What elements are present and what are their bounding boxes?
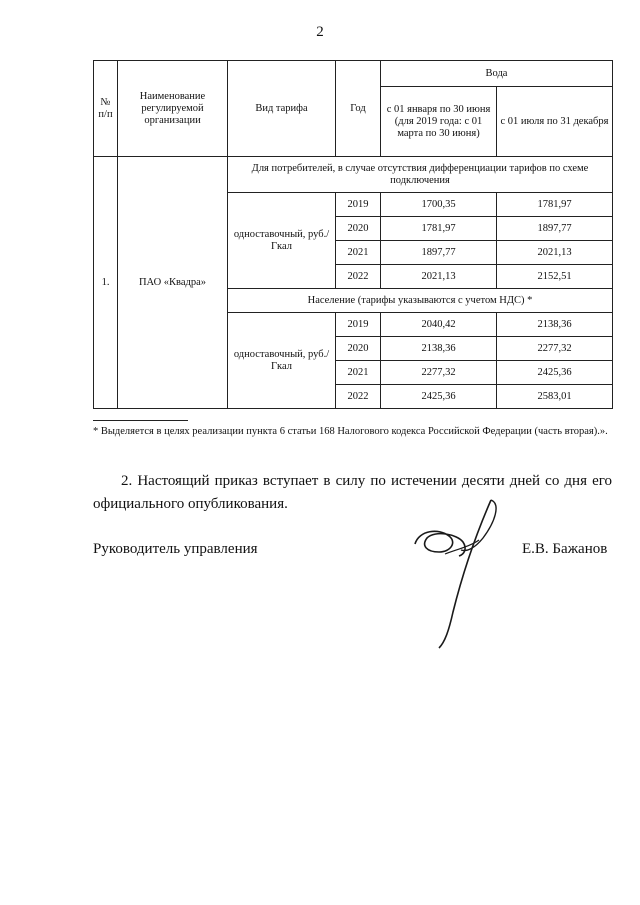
- value-cell: 2425,36: [497, 361, 613, 385]
- value-cell: 1897,77: [381, 241, 497, 265]
- footnote-divider: [93, 420, 188, 421]
- handwritten-signature: [405, 492, 515, 652]
- signatory-role: Руководитель управления: [93, 541, 258, 557]
- value-cell: 1897,77: [497, 217, 613, 241]
- organization-name: ПАО «Квадра»: [118, 157, 228, 409]
- year-cell: 2021: [336, 241, 381, 265]
- row-number: 1.: [94, 157, 118, 409]
- header-organization: Наименование регулируемой организации: [118, 61, 228, 157]
- value-cell: 2277,32: [497, 337, 613, 361]
- year-cell: 2021: [336, 361, 381, 385]
- year-cell: 2022: [336, 385, 381, 409]
- header-tariff-kind: Вид тарифа: [228, 61, 336, 157]
- year-cell: 2020: [336, 337, 381, 361]
- value-cell: 2138,36: [381, 337, 497, 361]
- value-cell: 2021,13: [497, 241, 613, 265]
- footnote: * Выделяется в целях реализации пункта 6 статьи 168 Налогового кодекса Российской Федерации (часть вторая).».: [93, 426, 608, 437]
- signatory-name: Е.В. Бажанов: [522, 541, 608, 557]
- year-cell: 2019: [336, 193, 381, 217]
- year-cell: 2022: [336, 265, 381, 289]
- header-number: № п/п: [94, 61, 118, 157]
- value-cell: 2425,36: [381, 385, 497, 409]
- year-cell: 2019: [336, 313, 381, 337]
- header-period-1: с 01 января по 30 июня (для 2019 года: с 01 марта по 30 июня): [381, 87, 497, 157]
- year-cell: 2020: [336, 217, 381, 241]
- value-cell: 1700,35: [381, 193, 497, 217]
- value-cell: 2583,01: [497, 385, 613, 409]
- section-title-consumers: Для потребителей, в случае отсутствия дифференциации тарифов по схеме подключения: [228, 157, 613, 193]
- header-period-2: с 01 июля по 31 декабря: [497, 87, 613, 157]
- order-paragraph: 2. Настоящий приказ вступает в силу по истечении десяти дней со дня его официального опубликования.: [93, 473, 612, 512]
- value-cell: 2138,36: [497, 313, 613, 337]
- value-cell: 2277,32: [381, 361, 497, 385]
- value-cell: 2040,42: [381, 313, 497, 337]
- header-water-group: Вода: [381, 61, 613, 87]
- page-number: 2: [316, 24, 324, 40]
- value-cell: 1781,97: [497, 193, 613, 217]
- tariff-kind-cell: одноставочный, руб./Гкал: [228, 193, 336, 289]
- value-cell: 2152,51: [497, 265, 613, 289]
- tariff-kind-cell: одноставочный, руб./Гкал: [228, 313, 336, 409]
- value-cell: 1781,97: [381, 217, 497, 241]
- section-title-population: Население (тарифы указываются с учетом НДС) *: [228, 289, 613, 313]
- value-cell: 2021,13: [381, 265, 497, 289]
- tariff-table: [93, 60, 613, 409]
- header-year: Год: [336, 61, 381, 157]
